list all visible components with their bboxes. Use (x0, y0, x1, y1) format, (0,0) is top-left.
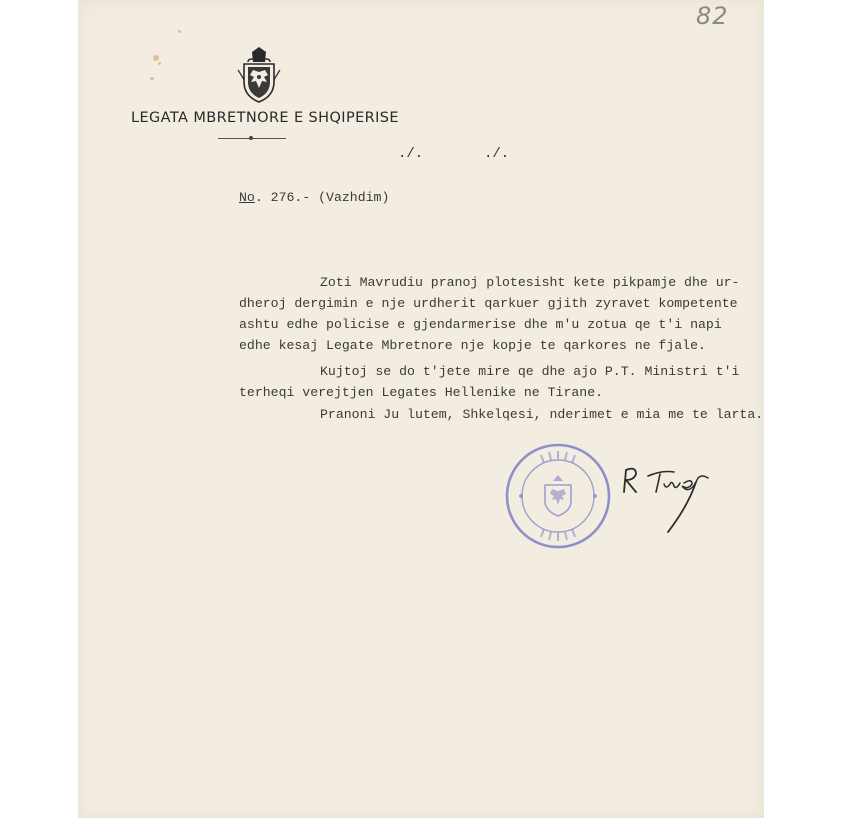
body-line: dheroj dergimin e nje urdherit qarkuer gjith zyravet kompetente (239, 296, 738, 311)
round-legation-stamp (503, 441, 613, 551)
body-line: edhe kesaj Legate Mbretnore nje kopje te qarkores ne fjale. (239, 338, 706, 353)
page-number: 82 (696, 2, 729, 30)
body-line: Kujtoj se do t'jete mire qe dhe ajo P.T. Ministri t'i (320, 364, 740, 379)
albanian-crest-icon (236, 46, 282, 104)
paper-stain (153, 55, 159, 61)
closing-line: Pranoni Ju lutem, Shkelqesi, nderimet e mia me te larta. (320, 407, 764, 422)
legation-letterhead: LEGATA MBRETNORE E SHQIPERISE (131, 110, 399, 126)
continuation-mark: ./. (398, 146, 424, 162)
continuation-mark: ./. (484, 146, 510, 162)
body-line: terheqi verejtjen Legates Hellenike ne Tirane. (239, 385, 604, 400)
handwritten-signature (618, 456, 718, 536)
letterhead-rule-dot (249, 136, 253, 140)
body-line: ashtu edhe policise e gjendarmerise dhe m'u zotua qe t'i napi (239, 317, 722, 332)
reference-text: . 276.- (Vazhdim) (254, 190, 390, 205)
reference-number (239, 188, 389, 208)
no-label: No (239, 190, 255, 205)
body-line: Zoti Mavrudiu pranoj plotesisht kete pikpamje dhe ur- (320, 275, 740, 290)
paper-stain (150, 77, 154, 80)
paper-stain (178, 30, 181, 33)
paper-stain (158, 62, 161, 65)
